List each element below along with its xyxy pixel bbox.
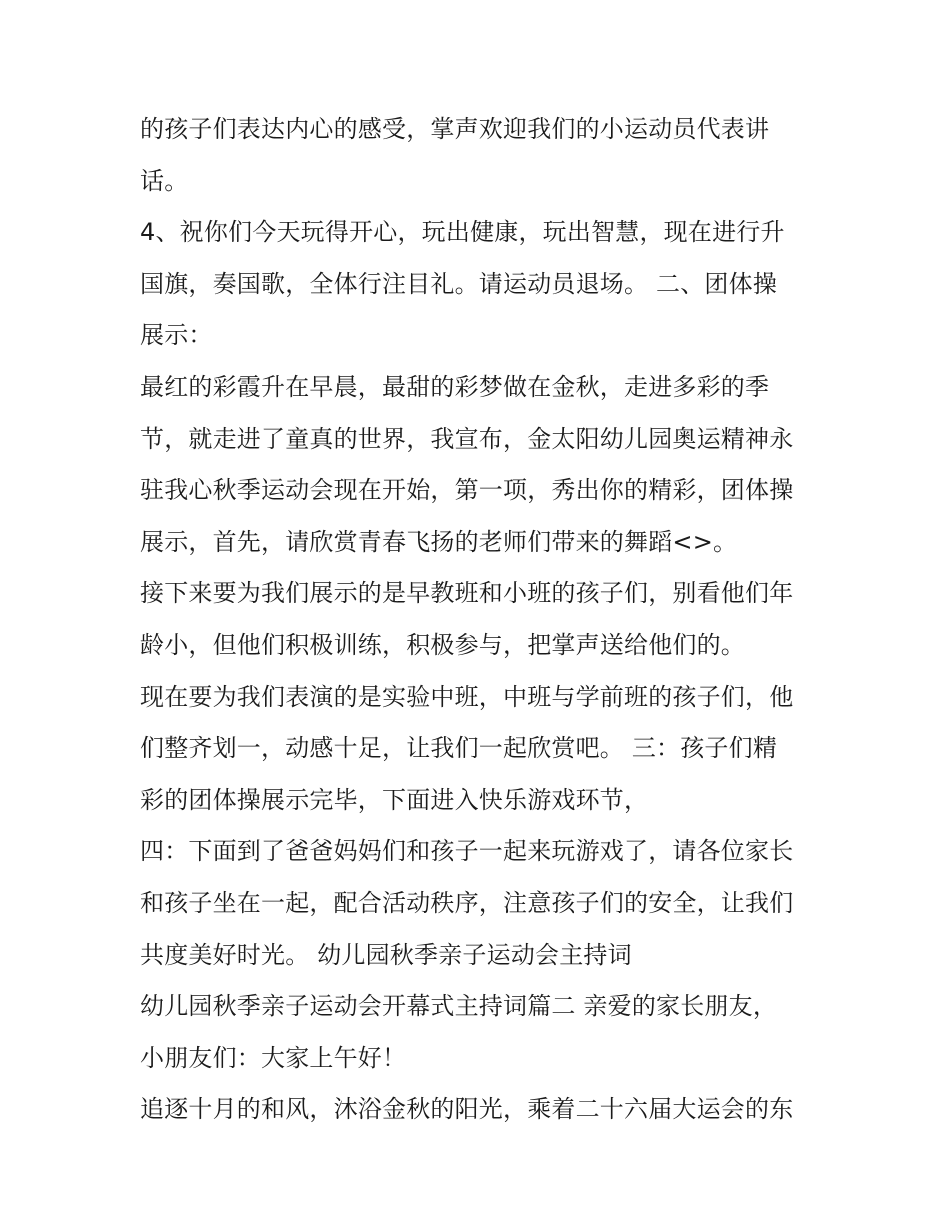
- text-line-14: 彩的团体操展示完毕，下面进入快乐游戏环节，: [140, 785, 649, 814]
- text-line-1: 的孩子们表达内心的感受，掌声欢迎我们的小运动员代表讲: [140, 115, 770, 143]
- text-line-3: 4、祝你们今天玩得开心，玩出健康，玩出智慧，现在进行升: [140, 218, 785, 247]
- text-line-9: 展示，首先，请欣赏青春飞扬的老师们带来的舞蹈<>。: [140, 527, 738, 556]
- text-line-15: 四：下面到了爸爸妈妈们和孩子一起来玩游戏了，请各位家长: [140, 837, 794, 866]
- text-line-8: 驻我心秋季运动会现在开始，第一项，秀出你的精彩，团体操: [140, 476, 794, 505]
- document-body: [140, 104, 820, 1136]
- text-line-7: 节，就走进了童真的世界，我宣布，金太阳幼儿园奥运精神永: [140, 424, 794, 453]
- text-line-5: 展示：: [140, 321, 213, 350]
- text-line-11: 龄小，但他们积极训练，积极参与，把掌声送给他们的。: [140, 630, 745, 659]
- text-line-19: 小朋友们：大家上午好！: [140, 1043, 407, 1072]
- text-line-6: 最红的彩霞升在早晨，最甜的彩梦做在金秋，走进多彩的季: [140, 372, 770, 401]
- text-line-2: 话。: [140, 166, 189, 195]
- text-line-12: 现在要为我们表演的是实验中班，中班与学前班的孩子们，他: [140, 682, 794, 711]
- text-line-10: 接下来要为我们展示的是早教班和小班的孩子们，别看他们年: [140, 579, 794, 608]
- text-line-4: 国旗，奏国歌，全体行注目礼。请运动员退场。 二、团体操: [140, 269, 778, 298]
- text-line-16: 和孩子坐在一起，配合活动秩序，注意孩子们的安全，让我们: [140, 888, 794, 917]
- text-line-18: 幼儿园秋季亲子运动会开幕式主持词篇二 亲爱的家长朋友，: [140, 992, 778, 1021]
- text-line-17: 共度美好时光。 幼儿园秋季亲子运动会主持词: [140, 940, 632, 969]
- text-line-13: 们整齐划一，动感十足，让我们一起欣赏吧。 三：孩子们精: [140, 734, 778, 763]
- text-line-20: 追逐十月的和风，沐浴金秋的阳光，乘着二十六届大运会的东: [140, 1095, 794, 1124]
